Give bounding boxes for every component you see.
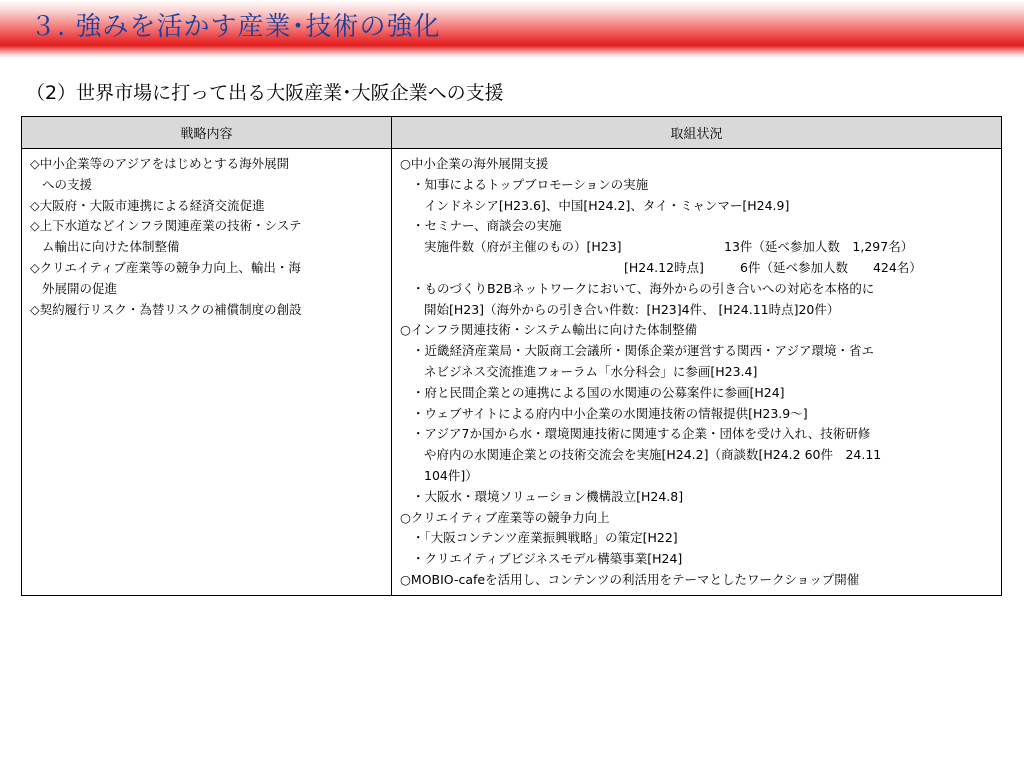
status-item: ・「大阪コンテンツ産業振興戦略」の策定[H22] (412, 530, 678, 546)
strategy-item-continuation: への支援 (42, 176, 93, 192)
status-detail (400, 237, 995, 258)
section-subtitle: （2）世界市場に打って出る大阪産業･大阪企業への支援 (26, 82, 504, 104)
column-header-strategy: 戦略内容 (22, 117, 392, 149)
status-detail: 104件]） (424, 467, 478, 483)
seminar-count-value: 6件（延べ参加人数 424名） (740, 259, 922, 275)
column-header-status: 取組状況 (392, 117, 1002, 149)
strategy-item-continuation: ム輸出に向けた体制整備 (42, 239, 180, 255)
status-heading: ○MOBIO-cafeを活用し、コンテンツの利活用をテーマとしたワークショップ開催 (400, 571, 860, 587)
status-detail: ネビジネス交流推進フォーラム「水分科会」に参画[H23.4] (424, 363, 758, 379)
strategy-item: ◇大阪府・大阪市連携による経済交流促進 (30, 197, 265, 213)
status-item: ・セミナー、商談会の実施 (412, 218, 562, 234)
status-item: ・アジア7か国から水・環境関連技術に関連する企業・団体を受け入れ、技術研修 (412, 426, 871, 442)
table-row (22, 149, 1002, 596)
status-item: ・大阪水・環境ソリューション機構設立[H24.8] (412, 488, 684, 504)
status-item: ・ウェブサイトによる府内中小企業の水関連技術の情報提供[H23.9～] (412, 405, 808, 421)
strategy-item: ◇クリエイティブ産業等の競争力向上、輸出・海 (30, 259, 301, 275)
strategy-status-table (21, 116, 1002, 596)
strategy-item: ◇上下水道などインフラ関連産業の技術・システ (30, 218, 302, 234)
status-heading: ○インフラ関連技術・システム輸出に向けた体制整備 (400, 322, 698, 338)
strategy-item: ◇中小企業等のアジアをはじめとする海外展開 (30, 156, 290, 171)
status-item: ・近畿経済産業局・大阪商工会議所・関係企業が運営する関西・アジア環境・省エ (412, 343, 875, 359)
status-detail: インドネシア[H23.6]、中国[H24.2]、タイ・ミャンマー[H24.9] (424, 197, 790, 213)
strategy-cell (22, 149, 392, 596)
seminar-count-label: [H24.12時点] (624, 259, 704, 275)
status-detail (400, 258, 995, 279)
status-cell (392, 149, 1002, 596)
strategy-item: ◇契約履行リスク・為替リスクの補償制度の創設 (30, 301, 302, 317)
status-item: ・府と民間企業との連携による国の水関連の公募案件に参画[H24] (412, 384, 785, 400)
status-item: ・クリエイティブビジネスモデル構築事業[H24] (412, 551, 683, 567)
seminar-count-label: 実施件数（府が主催のもの）[H23] (424, 239, 622, 255)
slide-title: ３. 強みを活かす産業･技術の強化 (30, 12, 441, 42)
status-heading: ○中小企業の海外展開支援 (400, 156, 549, 171)
status-detail: 開始[H23]（海外からの引き合い件数：[H23]4件、 [H24.11時点]20件） (424, 301, 840, 317)
status-detail: や府内の水関連企業との技術交流会を実施[H24.2]（商談数[H24.2 60件 24.11 (424, 447, 882, 463)
seminar-count-value: 13件（延べ参加人数 1,297名） (724, 239, 914, 255)
strategy-item-continuation: 外展開の促進 (42, 280, 118, 296)
table-header-row (22, 117, 1002, 149)
status-item: ・ものづくりB2Bネットワークにおいて、海外からの引き合いへの対応を本格的に (412, 280, 875, 296)
status-item: ・知事によるトップブロモーションの実施 (412, 176, 649, 192)
status-heading: ○クリエイティブ産業等の競争力向上 (400, 509, 610, 525)
